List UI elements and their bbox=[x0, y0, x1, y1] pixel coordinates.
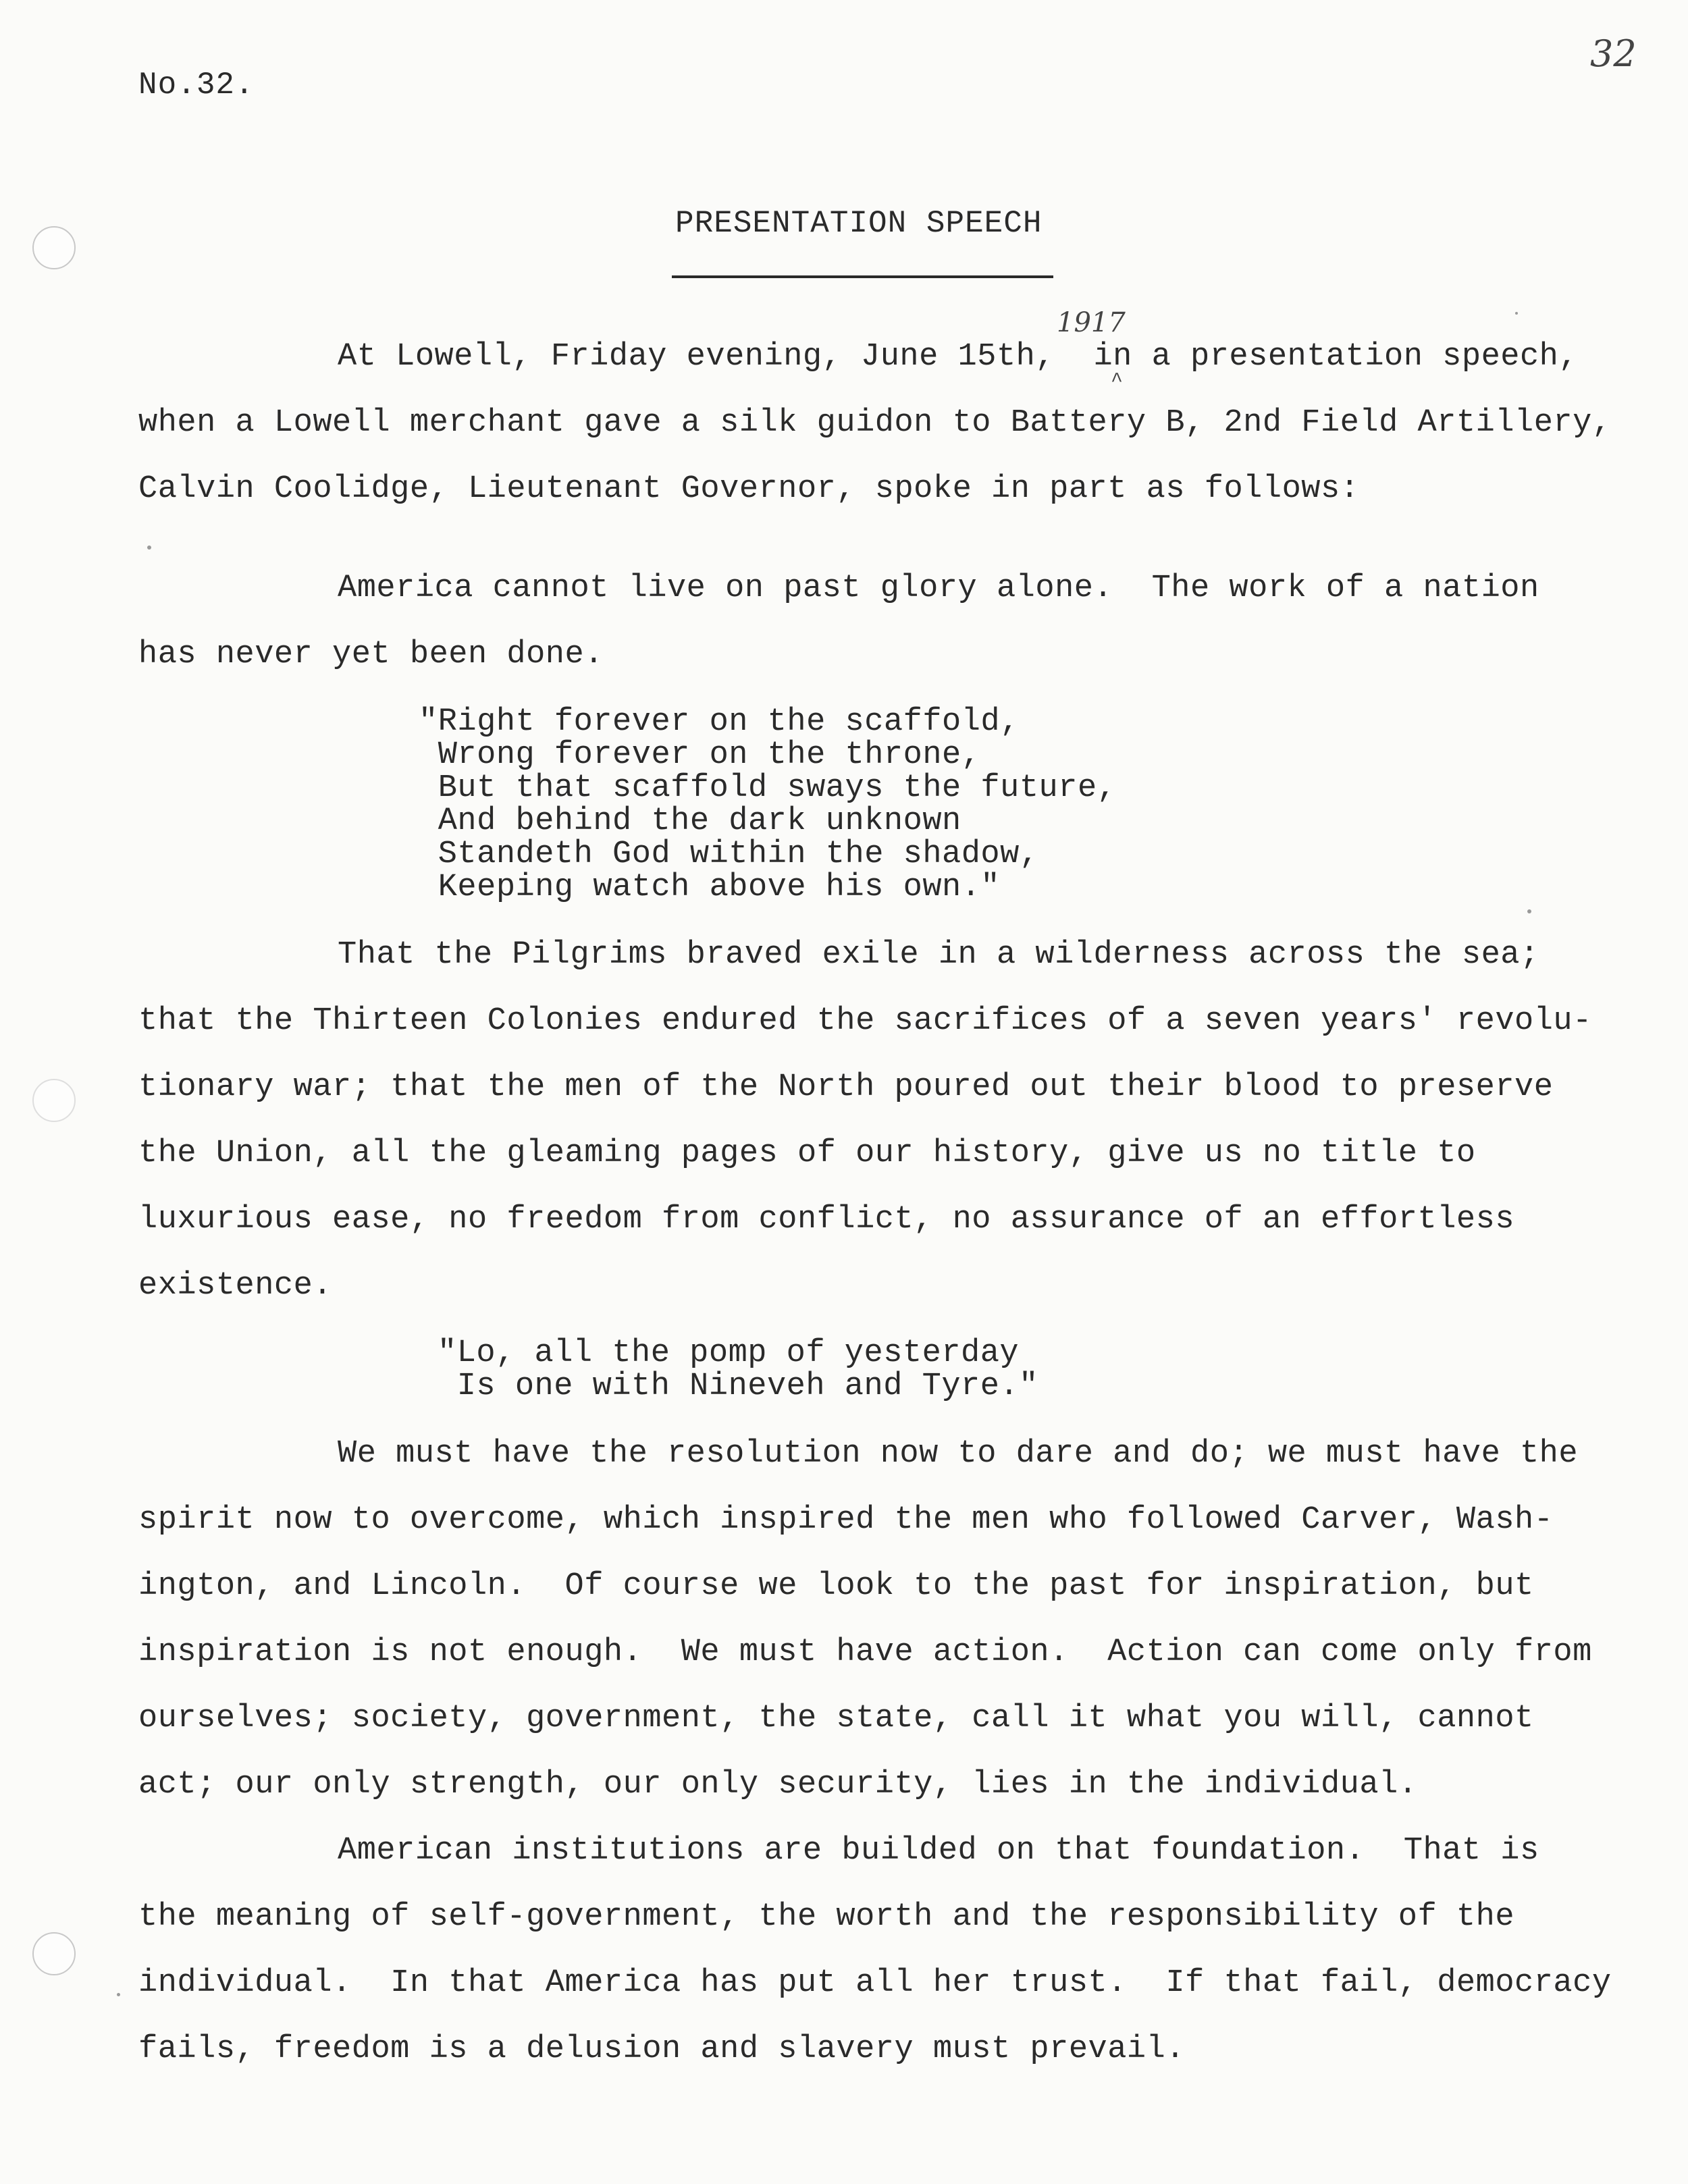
ink-speck bbox=[1515, 312, 1518, 315]
paragraph-line: America cannot live on past glory alone. The work of a nation bbox=[338, 570, 1539, 606]
paragraph-line: tionary war; that the men of the North poured out their blood to preserve bbox=[138, 1069, 1554, 1105]
verse-line: "Lo, all the pomp of yesterday bbox=[438, 1335, 1020, 1371]
paragraph-line: ington, and Lincoln. Of course we look to the past for inspiration, but bbox=[138, 1568, 1534, 1604]
handwritten-page-number: 32 bbox=[1590, 32, 1637, 75]
paragraph-line: We must have the resolution now to dare and do; we must have the bbox=[338, 1436, 1579, 1472]
paragraph-line: the meaning of self-government, the worth and the responsibility of the bbox=[138, 1899, 1515, 1935]
verse-line: Is one with Nineveh and Tyre." bbox=[438, 1368, 1038, 1404]
paragraph-line: the Union, all the gleaming pages of our history, give us no title to bbox=[138, 1136, 1476, 1171]
paragraph-line: has never yet been done. bbox=[138, 637, 604, 672]
ink-speck bbox=[147, 545, 151, 550]
title-underline bbox=[672, 275, 1053, 278]
paragraph-line: inspiration is not enough. We must have action. Action can come only from bbox=[138, 1634, 1592, 1670]
paragraph-line: American institutions are builded on that foundation. That is bbox=[338, 1833, 1539, 1869]
page-title: PRESENTATION SPEECH bbox=[675, 206, 1043, 241]
verse-line: But that scaffold sways the future, bbox=[419, 770, 1117, 806]
paragraph-line: luxurious ease, no freedom from conflict, no assurance of an effortless bbox=[138, 1202, 1515, 1237]
paragraph-line: That the Pilgrims braved exile in a wilderness across the sea; bbox=[338, 937, 1539, 973]
paragraph-line: ourselves; society, government, the state, call it what you will, cannot bbox=[138, 1701, 1534, 1736]
paragraph-line: that the Thirteen Colonies endured the sacrifices of a seven years' revolu- bbox=[138, 1003, 1592, 1039]
intro-line: Calvin Coolidge, Lieutenant Governor, spoke in part as follows: bbox=[138, 471, 1360, 507]
verse-line: Wrong forever on the throne, bbox=[419, 737, 981, 773]
document-number: No.32. bbox=[138, 68, 255, 103]
intro-line: when a Lowell merchant gave a silk guidon to Battery B, 2nd Field Artillery, bbox=[138, 405, 1612, 441]
paragraph-line: fails, freedom is a delusion and slavery must prevail. bbox=[138, 2031, 1186, 2067]
punch-hole-top bbox=[32, 226, 76, 269]
verse-line: And behind the dark unknown bbox=[419, 803, 961, 839]
punch-hole-bottom bbox=[32, 1932, 76, 1975]
paragraph-line: existence. bbox=[138, 1268, 333, 1304]
paragraph-line: spirit now to overcome, which inspired the men who followed Carver, Wash- bbox=[138, 1502, 1554, 1538]
paragraph-line: individual. In that America has put all her trust. If that fail, democracy bbox=[138, 1965, 1612, 2001]
intro-line: At Lowell, Friday evening, June 15th, in a presentation speech, bbox=[338, 339, 1579, 375]
insertion-caret: ^ bbox=[1111, 370, 1124, 393]
verse-line: Standeth God within the shadow, bbox=[419, 836, 1039, 872]
verse-line: Keeping watch above his own." bbox=[419, 870, 1001, 905]
verse-line: "Right forever on the scaffold, bbox=[419, 704, 1020, 740]
ink-speck bbox=[1527, 909, 1531, 913]
paragraph-line: act; our only strength, our only security, lies in the individual. bbox=[138, 1767, 1418, 1803]
handwritten-year-annotation: 1917 bbox=[1057, 307, 1126, 338]
punch-hole-middle bbox=[32, 1079, 76, 1122]
ink-speck bbox=[117, 1993, 120, 1996]
